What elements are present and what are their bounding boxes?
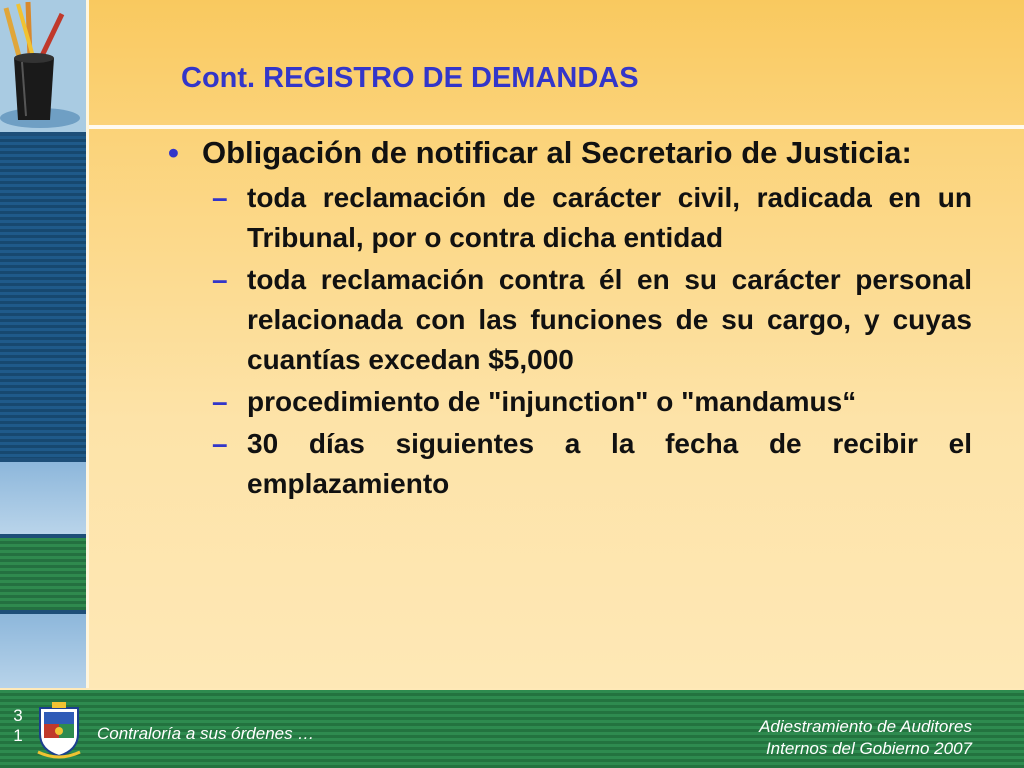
- sidebar-block: [0, 614, 86, 690]
- sidebar-divider: [86, 0, 89, 690]
- dash-marker: –: [212, 386, 228, 417]
- sub-bullet-text: procedimiento de "injunction" o "mandamus“: [247, 386, 857, 417]
- sub-bullet-text: toda reclamación contra él en su carácter personal relacionada con las funciones de su cargo, y cuyas cuantías excedan $5,000: [247, 264, 972, 375]
- sidebar-block: [0, 538, 86, 610]
- contraloria-seal-icon: [36, 700, 82, 760]
- footer-course-line1: Adiestramiento de Auditores: [759, 717, 972, 736]
- title-divider: [89, 125, 1024, 129]
- main-bullet-text: Obligación de notificar al Secretario de Justicia:: [202, 135, 912, 170]
- main-bullet: [160, 134, 972, 172]
- sub-bullet: [160, 382, 972, 422]
- sub-bullet: [160, 178, 972, 258]
- slide-title: Cont. REGISTRO DE DEMANDAS: [181, 62, 639, 94]
- dash-marker: –: [212, 264, 228, 295]
- slide-content: [160, 134, 972, 506]
- left-sidebar: [0, 0, 86, 690]
- slide-number: 31: [13, 706, 23, 745]
- sub-bullet: [160, 260, 972, 380]
- sub-bullet-list: [160, 178, 972, 504]
- footer-tagline: Contraloría a sus órdenes …: [97, 724, 315, 743]
- sub-bullet-text: toda reclamación de carácter civil, radicada en un Tribunal, por o contra dicha entidad: [247, 182, 972, 253]
- sub-bullet-text: 30 días siguientes a la fecha de recibir el emplazamiento: [247, 428, 972, 499]
- bullet-marker: •: [168, 135, 179, 170]
- footer-course: [672, 716, 972, 760]
- dash-marker: –: [212, 428, 228, 459]
- dash-marker: –: [212, 182, 228, 213]
- sidebar-stripes: [0, 136, 86, 458]
- pencil-cup-icon: [0, 0, 86, 132]
- sub-bullet: [160, 424, 972, 504]
- sidebar-block: [0, 462, 86, 534]
- footer-course-line2: Internos del Gobierno 2007: [765, 739, 972, 758]
- pencil-cup-photo: [0, 0, 86, 132]
